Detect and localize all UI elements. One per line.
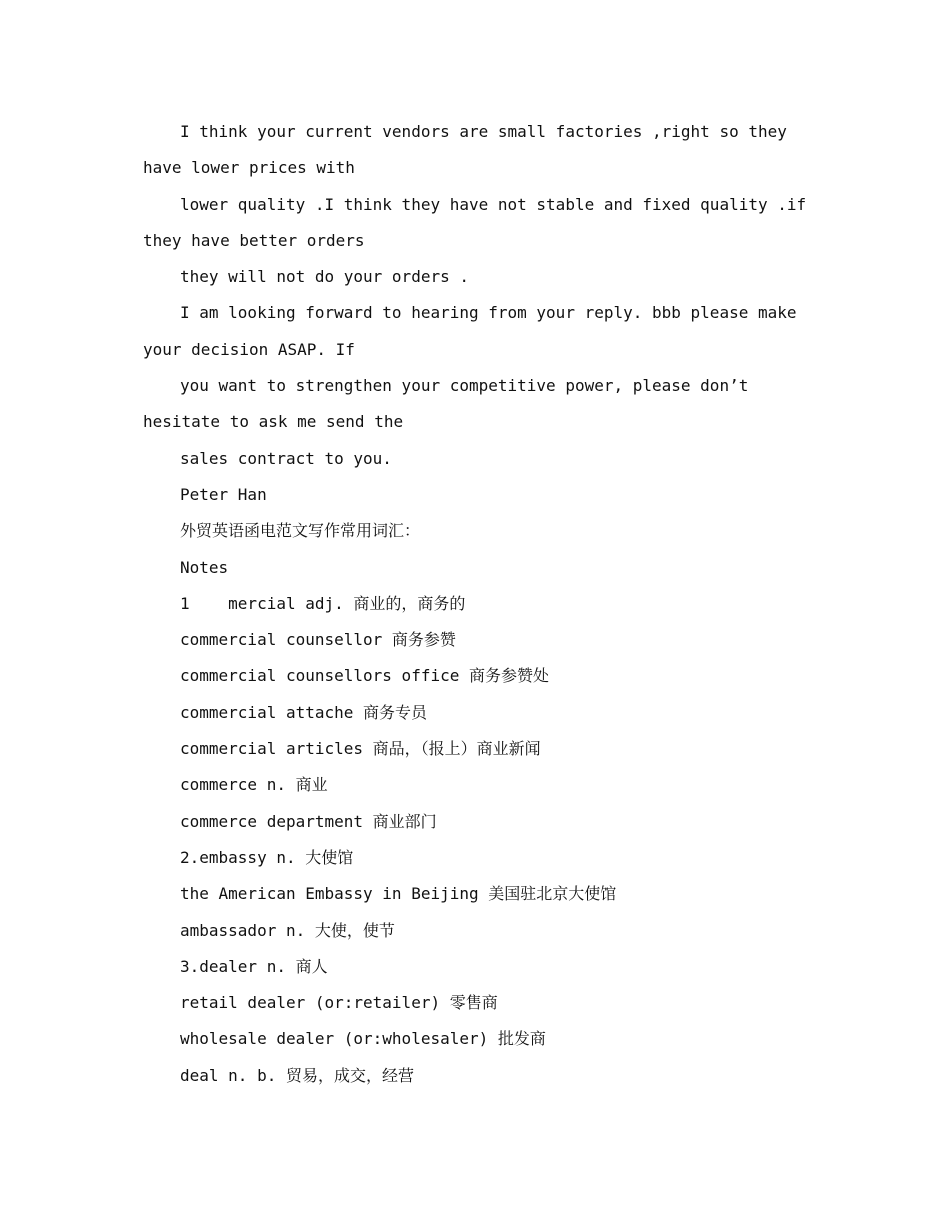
vocab-entry: commercial counsellor 商务参赞: [180, 630, 456, 650]
document-body: [143, 114, 843, 1094]
text-line: they will not do your orders .: [180, 267, 469, 287]
vocab-entry: ambassador n. 大使，使节: [180, 920, 395, 940]
vocab-entry: 1 mercial adj. 商业的，商务的: [180, 593, 466, 613]
text-line: they have better orders: [143, 230, 365, 250]
vocab-entry: commerce n. 商业: [180, 775, 328, 795]
section-heading: 外贸英语函电范文写作常用词汇：: [180, 521, 421, 541]
text-line: I am looking forward to hearing from your reply. bbb please make: [180, 303, 797, 323]
text-line: hesitate to ask me send the: [143, 412, 404, 432]
vocab-entry: retail dealer (or:retailer) 零售商: [180, 993, 498, 1013]
vocab-entry: commercial articles 商品，（报上）商业新闻: [180, 739, 541, 759]
text-line: I think your current vendors are small factories ,right so they: [180, 122, 787, 141]
text-line: lower quality .I think they have not stable and fixed quality .if: [180, 194, 807, 214]
text-line: sales contract to you.: [180, 448, 392, 468]
vocab-entry: commerce department 商业部门: [180, 811, 437, 831]
vocab-entry: deal n. b. 贸易，成交，经营: [180, 1065, 414, 1085]
notes-heading: Notes: [180, 557, 229, 577]
vocab-entry: 2.embassy n. 大使馆: [180, 847, 354, 867]
vocab-entry: the American Embassy in Beijing 美国驻北京大使馆: [180, 884, 617, 904]
text-line: your decision ASAP. If: [143, 339, 355, 359]
vocab-entry: 3.dealer n. 商人: [180, 956, 328, 976]
vocab-entry: wholesale dealer (or:wholesaler) 批发商: [180, 1029, 546, 1049]
vocab-entry: commercial counsellors office 商务参赞处: [180, 666, 549, 686]
signature-line: Peter Han: [180, 484, 267, 504]
text-line: you want to strengthen your competitive power, please don’t: [180, 376, 749, 396]
vocab-entry: commercial attache 商务专员: [180, 702, 428, 722]
text-line: have lower prices with: [143, 158, 355, 178]
